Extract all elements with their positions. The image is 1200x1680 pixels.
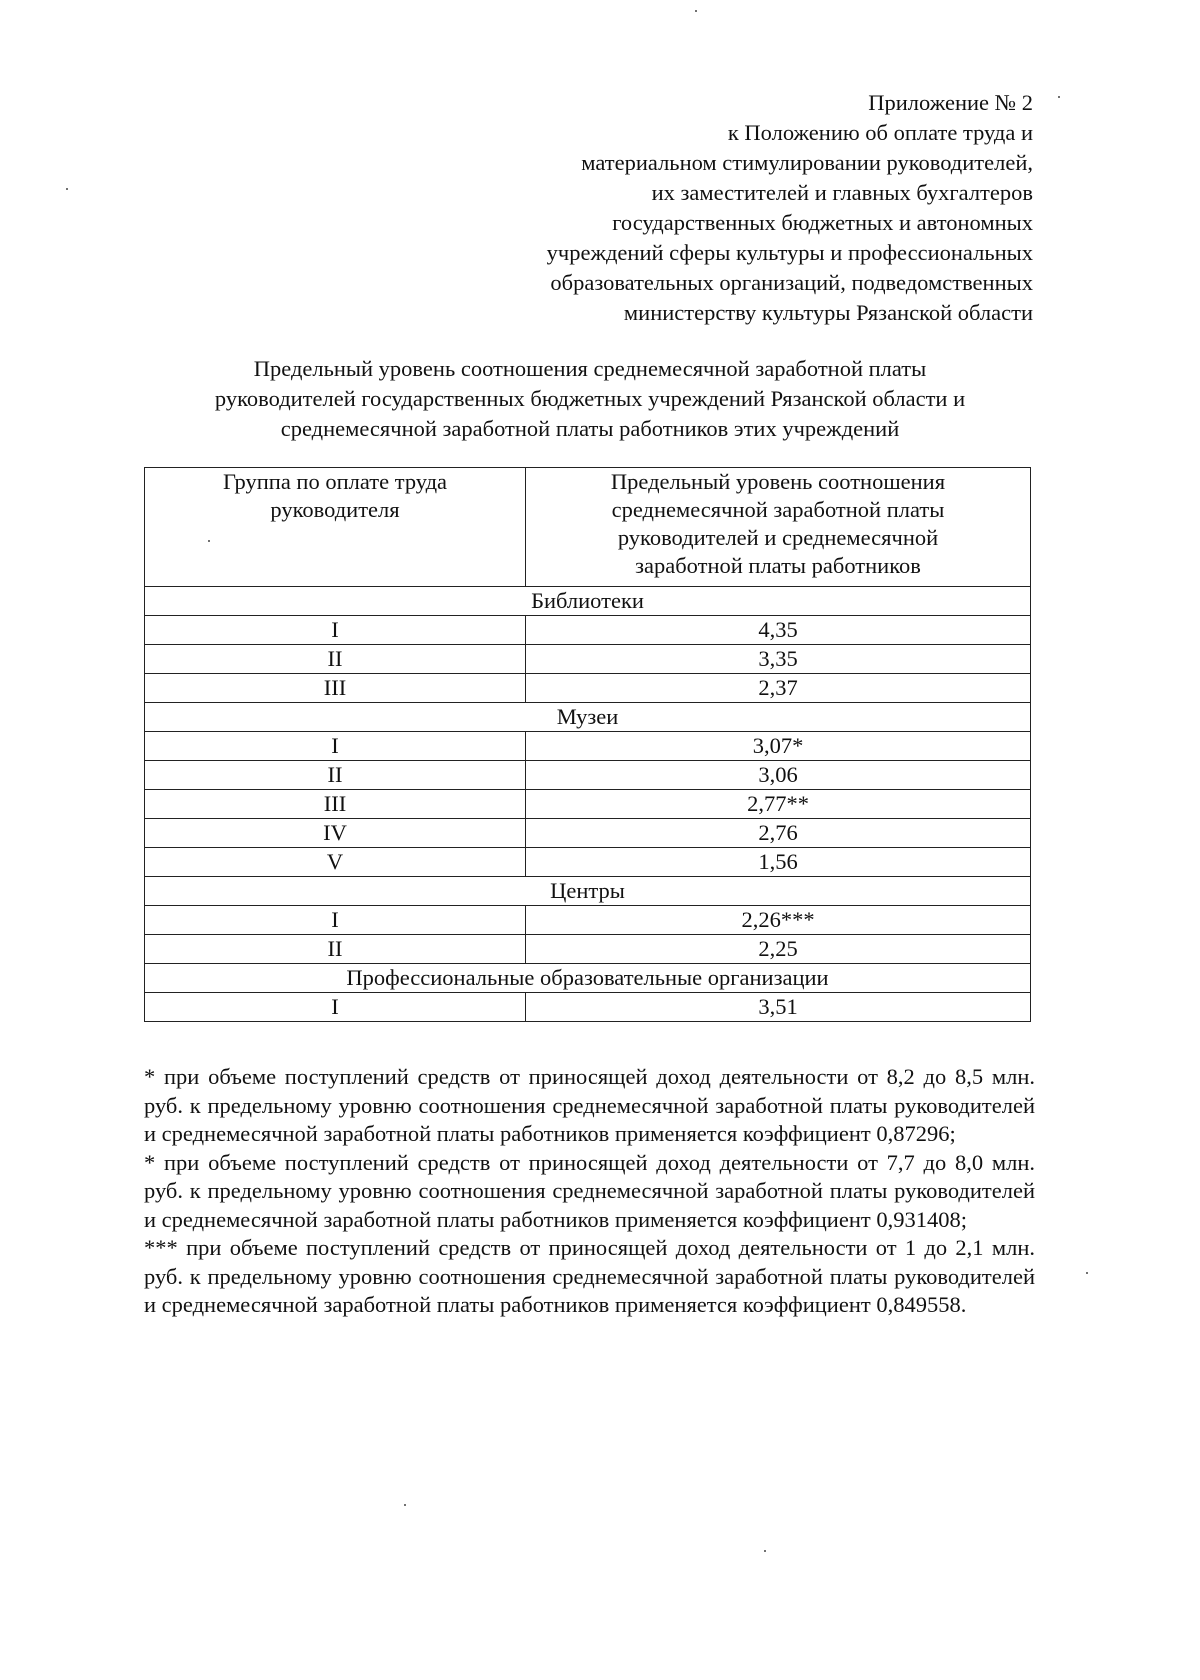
section-name-libraries: Библиотеки	[145, 587, 1031, 616]
table-row	[145, 819, 1031, 848]
table-row	[145, 616, 1031, 645]
value-cell: 1,56	[526, 848, 1031, 877]
group-cell: II	[145, 645, 526, 674]
document-title	[90, 354, 1090, 444]
annex-line: учреждений сферы культуры и профессиональных	[546, 240, 1033, 265]
header-text-line: Группа по оплате труда	[222, 469, 448, 494]
group-cell: I	[145, 993, 526, 1022]
table-row	[145, 674, 1031, 703]
group-cell: IV	[145, 819, 526, 848]
footnote: * при объеме поступлений средств от приносящей доход деятельности от 8,2 до 8,5 млн. руб. к предельному уровню соотношения среднемесячной заработной платы руководителей и среднемесячной заработной платы работников применяется коэффициент 0,87296;	[144, 1064, 1035, 1146]
value-cell: 2,77**	[526, 790, 1031, 819]
value-cell: 3,06	[526, 761, 1031, 790]
group-cell: III	[145, 674, 526, 703]
header-ratio-column	[526, 468, 1031, 587]
group-cell: I	[145, 906, 526, 935]
group-cell: I	[145, 616, 526, 645]
table-row	[145, 935, 1031, 964]
section-name-centers: Центры	[145, 877, 1031, 906]
section-row	[145, 587, 1031, 616]
annex-line: материальном стимулировании руководителей,	[581, 150, 1033, 175]
group-cell: I	[145, 732, 526, 761]
footnote: * при объеме поступлений средств от приносящей доход деятельности от 7,7 до 8,0 млн. руб. к предельному уровню соотношения среднемесячной заработной платы руководителей и среднемесячной заработной платы работников применяется коэффициент 0,931408;	[144, 1149, 1035, 1232]
annex-reference	[413, 88, 1033, 328]
value-cell: 2,26***	[526, 906, 1031, 935]
title-line: Предельный уровень соотношения среднемесячной заработной платы	[253, 356, 927, 381]
scan-speck	[1086, 1272, 1088, 1274]
table-row	[145, 790, 1031, 819]
annex-line: министерству культуры Рязанской области	[623, 300, 1033, 325]
scan-speck	[66, 188, 68, 190]
title-line: руководителей государственных бюджетных учреждений Рязанской области и	[214, 386, 966, 411]
table-row	[145, 906, 1031, 935]
section-row	[145, 964, 1031, 993]
scan-speck	[695, 10, 697, 12]
value-cell: 3,35	[526, 645, 1031, 674]
header-group-column	[145, 468, 526, 587]
annex-line: государственных бюджетных и автономных	[612, 210, 1033, 235]
scan-speck	[764, 1550, 766, 1552]
table-row	[145, 848, 1031, 877]
group-cell: II	[145, 935, 526, 964]
annex-line: Приложение № 2	[868, 90, 1033, 115]
header-text-line: среднемесячной заработной платы	[611, 497, 945, 522]
value-cell: 3,07*	[526, 732, 1031, 761]
header-text-line: Предельный уровень соотношения	[610, 469, 946, 494]
value-cell: 2,25	[526, 935, 1031, 964]
group-cell: V	[145, 848, 526, 877]
scan-speck	[1058, 96, 1060, 98]
header-text-line: руководителя	[270, 497, 400, 522]
table-header-row	[145, 468, 1031, 587]
table-row	[145, 732, 1031, 761]
table-row	[145, 645, 1031, 674]
annex-line: образовательных организаций, подведомственных	[550, 270, 1033, 295]
section-name-professional-orgs: Профессиональные образовательные организации	[145, 964, 1031, 993]
header-text-line: руководителей и среднемесячной	[617, 525, 939, 550]
annex-line: их заместителей и главных бухгалтеров	[651, 180, 1033, 205]
section-row	[145, 877, 1031, 906]
header-text-line: заработной платы работников	[635, 553, 921, 578]
scan-speck	[404, 1504, 406, 1506]
footnotes	[144, 1063, 1035, 1320]
table-row	[145, 993, 1031, 1022]
section-name-museums: Музеи	[145, 703, 1031, 732]
group-cell: II	[145, 761, 526, 790]
value-cell: 4,35	[526, 616, 1031, 645]
table-row	[145, 761, 1031, 790]
value-cell: 2,37	[526, 674, 1031, 703]
value-cell: 3,51	[526, 993, 1031, 1022]
section-row	[145, 703, 1031, 732]
annex-line: к Положению об оплате труда и	[727, 120, 1033, 145]
value-cell: 2,76	[526, 819, 1031, 848]
title-line: среднемесячной заработной платы работников этих учреждений	[280, 416, 900, 441]
salary-ratio-table	[144, 467, 1031, 1022]
group-cell: III	[145, 790, 526, 819]
scan-speck	[208, 540, 210, 542]
footnote: *** при объеме поступлений средств от приносящей доход деятельности от 1 до 2,1 млн. руб. к предельному уровню соотношения среднемесячной заработной платы руководителей и среднемесячной заработной платы работников применяется коэффициент 0,849558.	[144, 1235, 1035, 1317]
